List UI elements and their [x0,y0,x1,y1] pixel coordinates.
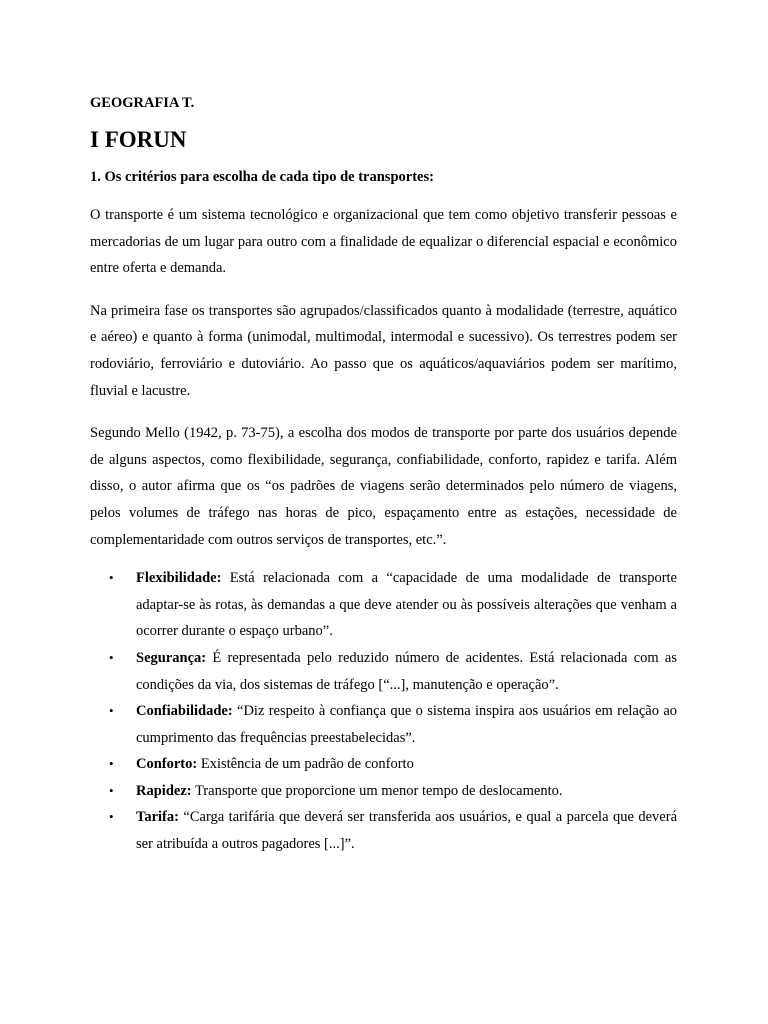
paragraph-mello: Segundo Mello (1942, p. 73-75), a escolha dos modos de transporte por parte dos usuários depende de alguns aspectos, como flexibilidade, segurança, confiabilidade, conforto, rapidez e tarifa. Além disso, o autor afirma que os “os padrões de viagens serão determinados pelo número de viagens, pelos volumes de tráfego nas horas de pico, espaçamento entre as estações, necessidade de complementaridade com outros serviços de transportes, etc.”. [90,425,677,548]
paragraph-definition: O transporte é um sistema tecnológico e organizacional que tem como objetivo transferir pessoas e mercadorias de um lugar para outro com a finalidade de equalizar o diferencial espacial e econômico entre oferta e demanda. [90,207,677,277]
criteria-text: É representada pelo reduzido número de acidentes. Está relacionada com as condições da via, dos sistemas de tráfego [“...], manutenção e operação”. [136,649,677,693]
bullet-icon: • [109,703,114,719]
criteria-term: Rapidez: [136,782,192,799]
criteria-list [90,565,677,858]
criteria-term: Flexibilidade: [136,570,222,587]
criteria-item-conforto [109,751,677,778]
subject-heading: GEOGRAFIA T. [90,95,195,111]
criteria-text: Transporte que proporcione um menor tempo de deslocamento. [191,782,563,799]
bullet-icon: • [109,809,114,825]
criteria-item-rapidez [109,778,677,805]
criteria-item-tarifa [109,804,677,857]
criteria-text: “Diz respeito à confiança que o sistema inspira aos usuários em relação ao cumprimento das frequências preestabelecidas”. [136,703,677,746]
bullet-icon: • [109,756,114,772]
criteria-item-flexibilidade [109,565,677,645]
criteria-item-confiabilidade [109,698,677,751]
criteria-term: Segurança: [136,649,207,666]
question-heading: 1. Os critérios para escolha de cada tipo de transportes: [90,169,434,185]
page-title: I FORUN [90,127,187,152]
bullet-icon: • [109,782,114,798]
document-body [90,95,677,858]
criteria-item-seguranca [109,645,677,698]
criteria-term: Conforto: [136,756,198,773]
paragraph-classification: Na primeira fase os transportes são agrupados/classificados quanto à modalidade (terrestre, aquático e aéreo) e quanto à forma (unimodal, multimodal, intermodal e sucessivo). Os terrestres podem ser rodoviário, ferroviário e dutoviário. Ao passo que os aquáticos/aquaviários podem ser marítimo, fluvial e lacustre. [90,302,677,399]
criteria-text: “Carga tarifária que deverá ser transferida aos usuários, e qual a parcela que deverá ser atribuída a outros pagadores [...]”. [136,809,677,853]
bullet-icon: • [109,570,114,586]
criteria-term: Tarifa: [136,809,179,826]
criteria-term: Confiabilidade: [136,703,233,720]
bullet-icon: • [109,649,114,665]
criteria-text: Existência de um padrão de conforto [197,756,414,773]
criteria-text: Está relacionada com a “capacidade de uma modalidade de transporte adaptar-se às rotas, às demandas a que deve atender ou às possíveis alterações que venham a ocorrer durante o espaço urbano”. [136,570,677,640]
